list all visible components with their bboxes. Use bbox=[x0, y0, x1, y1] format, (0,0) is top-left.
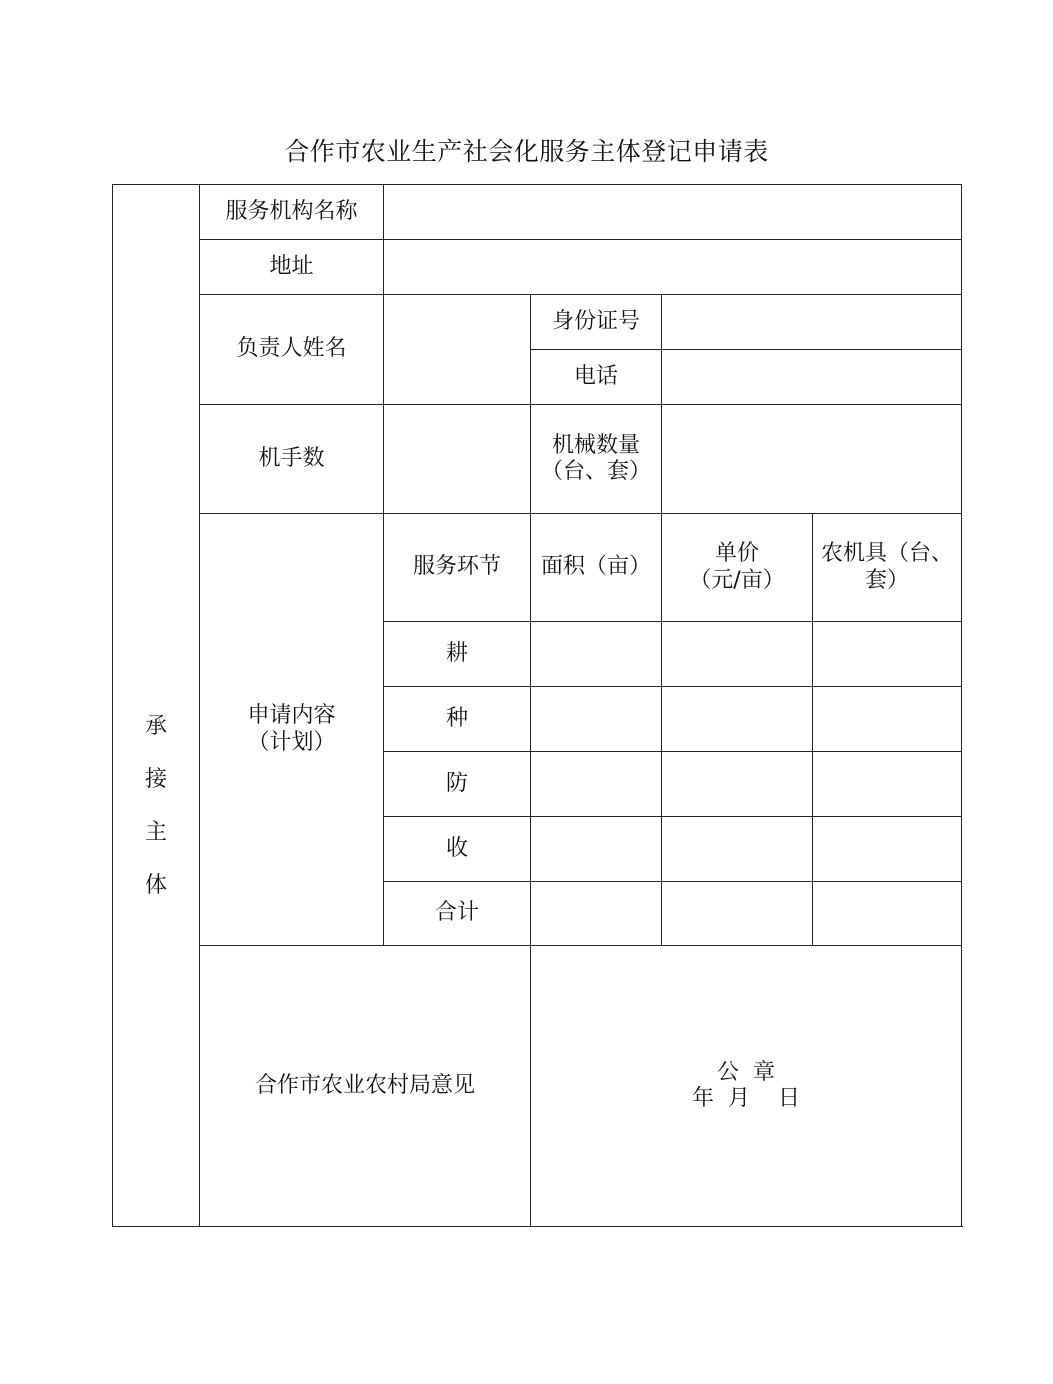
org-name-field[interactable] bbox=[384, 185, 962, 240]
tools-cell[interactable] bbox=[813, 882, 962, 946]
tools-cell[interactable] bbox=[813, 622, 962, 687]
tools-cell[interactable] bbox=[813, 687, 962, 752]
price-cell[interactable] bbox=[662, 882, 813, 946]
operators-label: 机手数 bbox=[200, 405, 384, 514]
seal-text: 公 章 bbox=[717, 1059, 775, 1085]
area-cell[interactable] bbox=[531, 752, 662, 817]
area-cell[interactable] bbox=[531, 817, 662, 882]
tools-header-line1: 农机具（台、 bbox=[820, 541, 953, 567]
leader-name-field[interactable] bbox=[384, 295, 531, 405]
stage-cell: 收 bbox=[384, 817, 531, 882]
stage-header: 服务环节 bbox=[384, 514, 531, 622]
apply-content-line1: 申请内容 bbox=[247, 703, 336, 729]
price-header-line2: （元/亩） bbox=[689, 567, 785, 593]
area-cell[interactable] bbox=[531, 687, 662, 752]
side-label-cell bbox=[113, 185, 200, 1227]
id-number-field[interactable] bbox=[662, 295, 962, 350]
phone-field[interactable] bbox=[662, 350, 962, 405]
opinion-field[interactable] bbox=[531, 946, 962, 1227]
page-title: 合作市农业生产社会化服务主体登记申请表 bbox=[284, 137, 769, 166]
price-cell[interactable] bbox=[662, 817, 813, 882]
price-cell[interactable] bbox=[662, 622, 813, 687]
apply-content-label bbox=[200, 514, 384, 946]
stage-cell: 耕 bbox=[384, 622, 531, 687]
tools-header-line2: 套） bbox=[864, 567, 909, 593]
side-label-char: 接 bbox=[144, 766, 167, 792]
org-name-label: 服务机构名称 bbox=[200, 185, 384, 240]
stage-cell: 防 bbox=[384, 752, 531, 817]
phone-label: 电话 bbox=[531, 350, 662, 405]
operators-field[interactable] bbox=[384, 405, 531, 514]
tools-header bbox=[813, 514, 962, 622]
opinion-label: 合作市农业农村局意见 bbox=[200, 946, 531, 1227]
area-cell[interactable] bbox=[531, 882, 662, 946]
tools-cell[interactable] bbox=[813, 752, 962, 817]
leader-name-label: 负责人姓名 bbox=[200, 295, 384, 405]
apply-content-line2: （计划） bbox=[247, 729, 336, 755]
machinery-label-line2: （台、套） bbox=[540, 459, 651, 484]
machinery-field[interactable] bbox=[662, 405, 962, 514]
area-cell[interactable] bbox=[531, 622, 662, 687]
price-cell[interactable] bbox=[662, 752, 813, 817]
date-text: 年 月 日 bbox=[692, 1086, 800, 1111]
price-cell[interactable] bbox=[662, 687, 813, 752]
registration-form-table bbox=[112, 184, 962, 1227]
address-field[interactable] bbox=[384, 240, 962, 295]
machinery-label bbox=[531, 405, 662, 514]
side-label-char: 体 bbox=[144, 872, 167, 898]
price-header bbox=[662, 514, 813, 622]
side-label-char: 主 bbox=[144, 819, 167, 845]
price-header-line1: 单价 bbox=[714, 541, 759, 567]
side-label-char: 承 bbox=[144, 713, 167, 739]
machinery-label-line1: 机械数量 bbox=[551, 432, 640, 458]
stage-cell: 种 bbox=[384, 687, 531, 752]
tools-cell[interactable] bbox=[813, 817, 962, 882]
address-label: 地址 bbox=[200, 240, 384, 295]
id-number-label: 身份证号 bbox=[531, 295, 662, 350]
area-header: 面积（亩） bbox=[531, 514, 662, 622]
stage-cell: 合计 bbox=[384, 882, 531, 946]
